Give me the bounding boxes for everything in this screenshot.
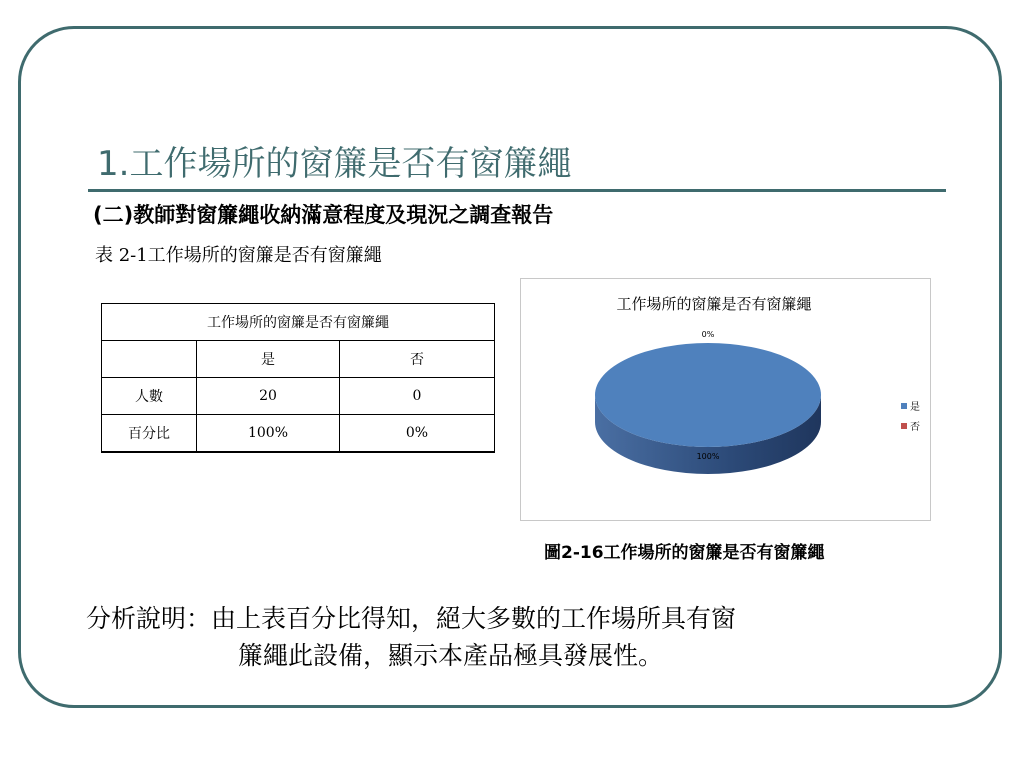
analysis-text	[86, 600, 736, 674]
slide-title: 1.工作場所的窗簾是否有窗簾繩	[97, 144, 572, 184]
legend-label-是: 是	[910, 402, 920, 413]
legend-swatch-是	[901, 403, 907, 409]
cell-no: 0	[340, 378, 495, 415]
cell-yes: 100%	[197, 415, 340, 453]
legend-swatch-否	[901, 423, 907, 429]
title-divider	[88, 189, 946, 192]
cell-no: 0%	[340, 415, 495, 453]
table-header-blank	[102, 341, 197, 378]
table-caption: 表 2-1工作場所的窗簾是否有窗簾繩	[95, 245, 382, 266]
legend-label-否: 否	[910, 422, 920, 433]
table-title: 工作場所的窗簾是否有窗簾繩	[102, 304, 495, 341]
slide-subtitle: (二)教師對窗簾繩收納滿意程度及現況之調查報告	[93, 203, 554, 227]
data-label-否: 0%	[701, 330, 715, 339]
pie-chart-svg	[521, 279, 932, 522]
cell-yes: 20	[197, 378, 340, 415]
pie-chart	[520, 278, 931, 521]
survey-table	[101, 303, 495, 453]
table-row	[102, 415, 495, 453]
analysis-line-2: 簾繩此設備，顯示本產品極具發展性。	[238, 641, 664, 670]
analysis-line-1: 分析說明：由上表百分比得知，絕大多數的工作場所具有窗	[86, 604, 737, 633]
data-label-是: 100%	[696, 452, 720, 461]
table-header-no: 否	[340, 341, 495, 378]
table-row	[102, 378, 495, 415]
row-label: 人數	[102, 378, 197, 415]
figure-caption: 圖2-16工作場所的窗簾是否有窗簾繩	[544, 543, 825, 563]
table-header-yes: 是	[197, 341, 340, 378]
pie-slice-是	[595, 343, 821, 447]
row-label: 百分比	[102, 415, 197, 453]
chart-title: 工作場所的窗簾是否有窗簾繩	[616, 295, 812, 313]
